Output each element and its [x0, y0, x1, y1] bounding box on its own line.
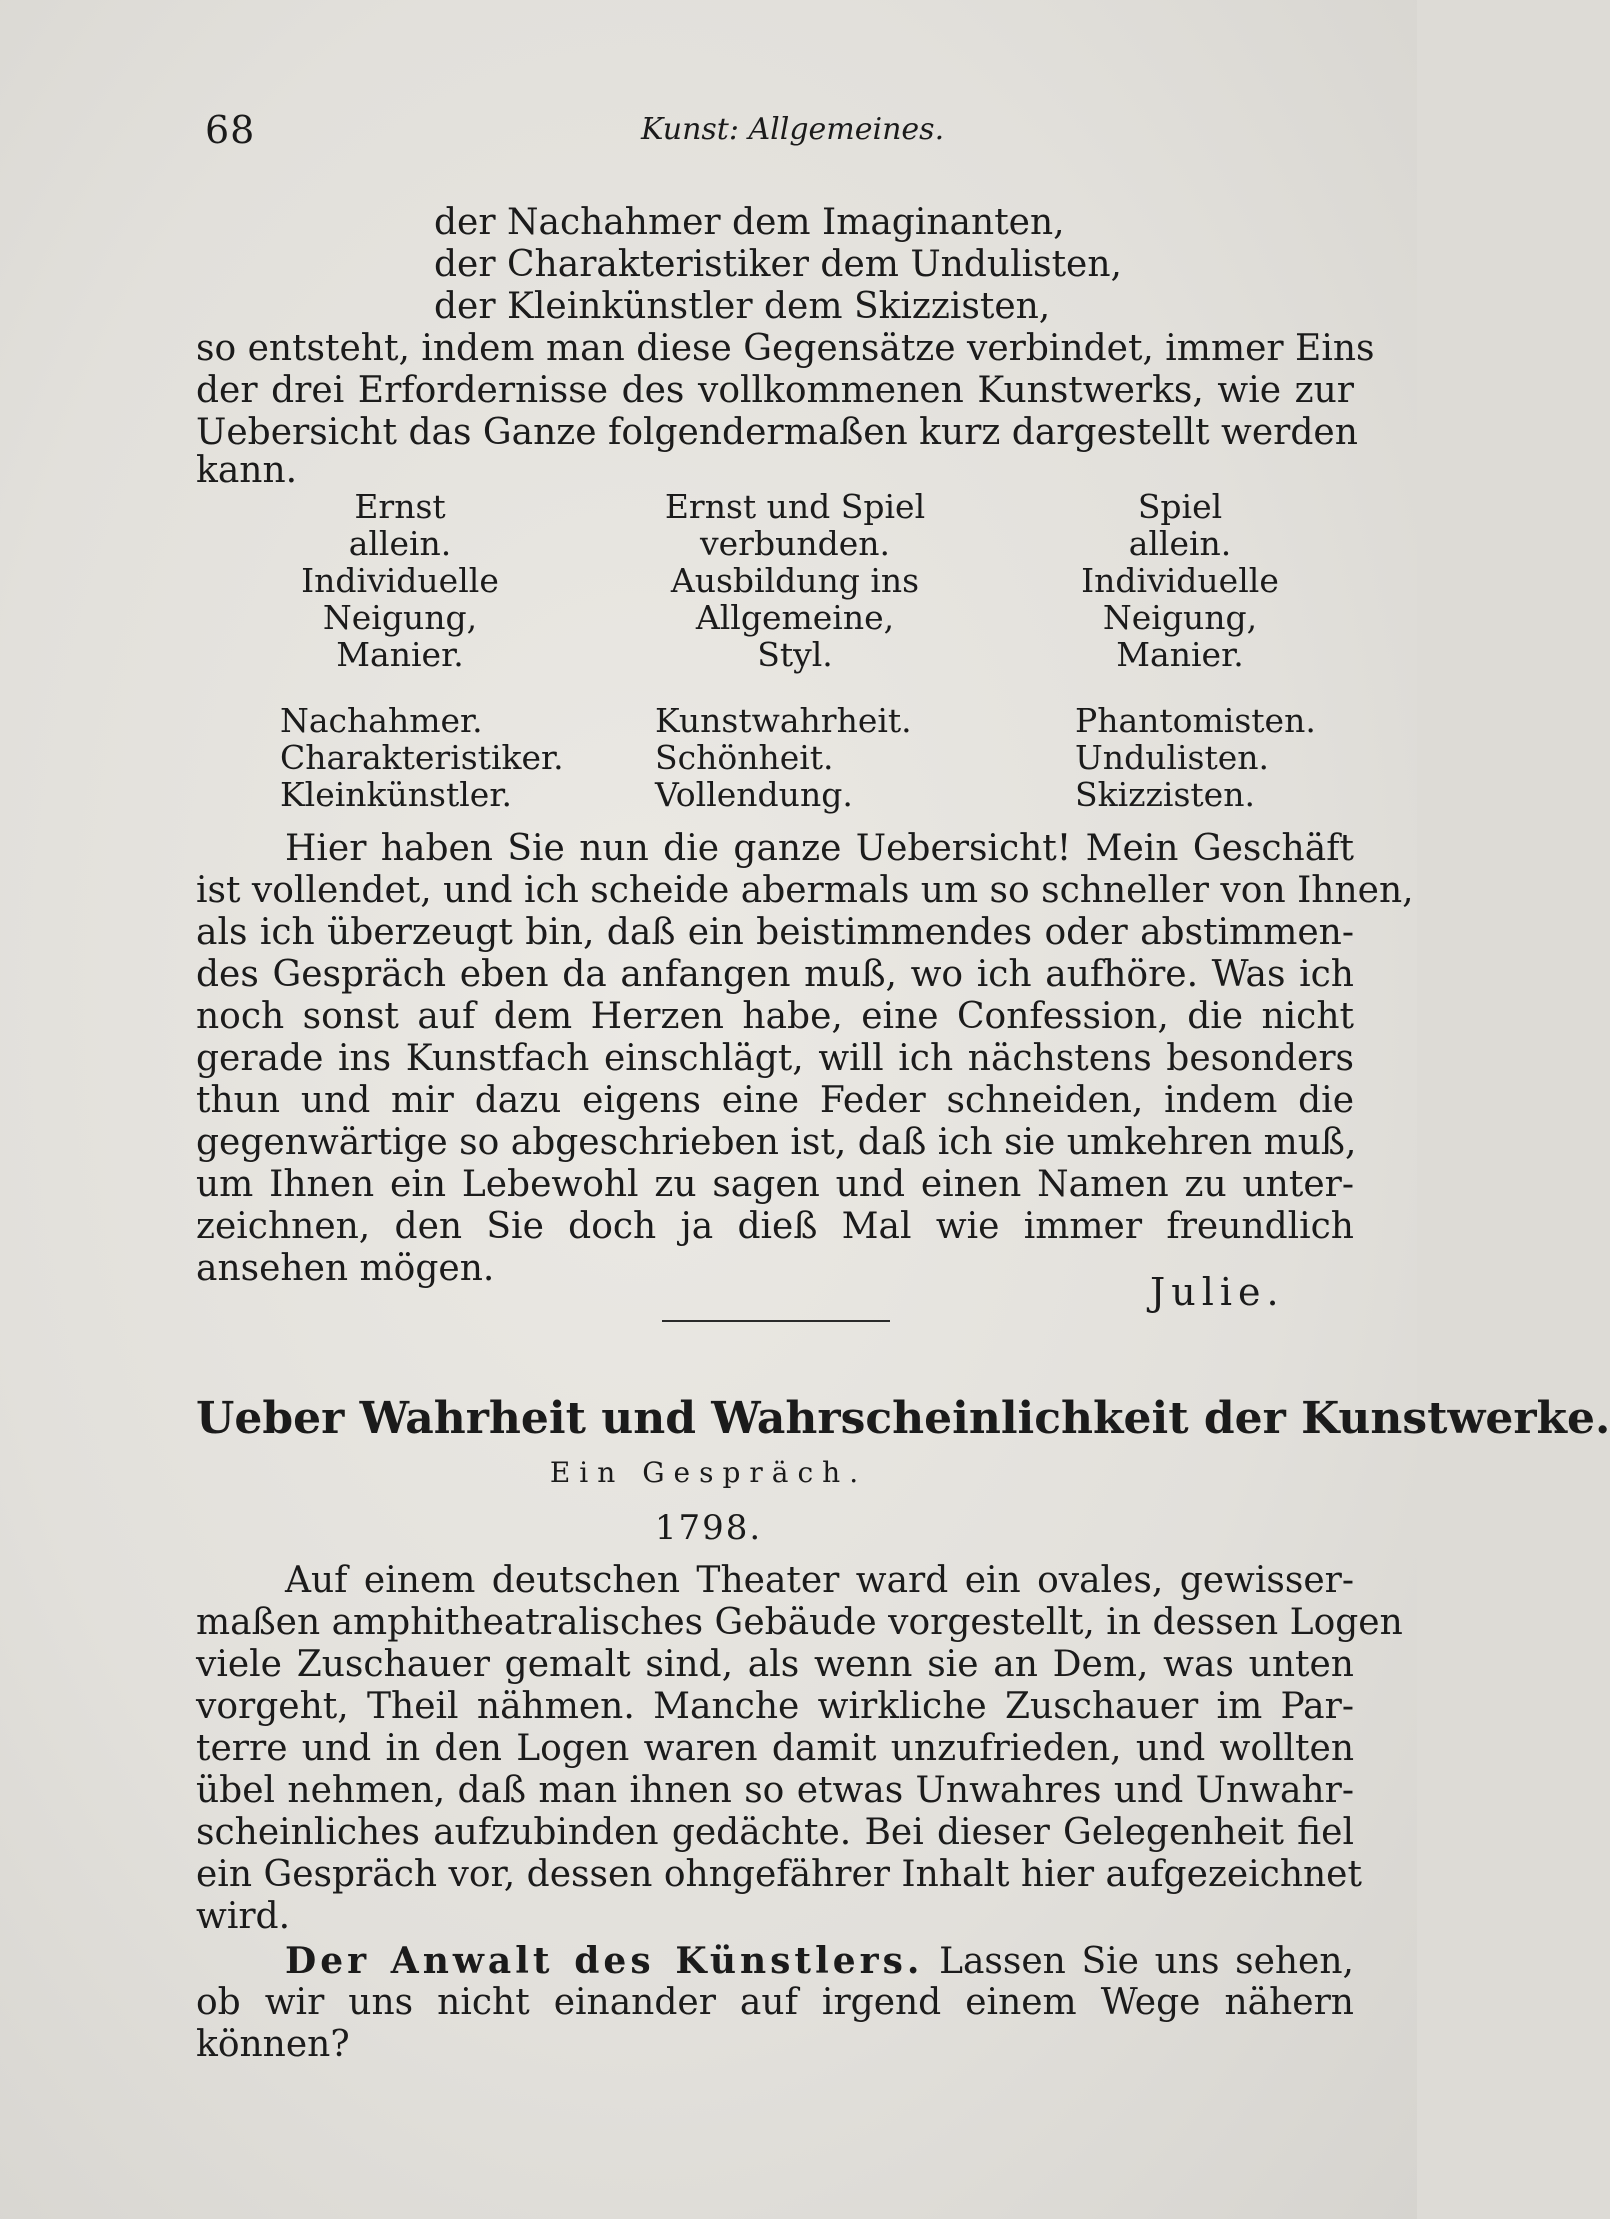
- table-cell: Styl.: [757, 635, 833, 674]
- section-divider: [662, 1320, 890, 1322]
- table-cell: Spiel: [1137, 487, 1223, 526]
- table-cell: allein.: [348, 524, 452, 563]
- table-cell: Ernst: [354, 487, 446, 526]
- text-line: maßen amphitheatralisches Gebäude vorgestellt, in dessen Logen: [196, 1602, 1403, 1643]
- text-line: zeichnen, den Sie doch ja dieß Mal wie immer freundlich: [196, 1206, 1354, 1247]
- table-cell: Charakteristiker.: [280, 738, 564, 777]
- text-line: viele Zuschauer gemalt sind, als wenn sie an Dem, was unten: [196, 1644, 1354, 1685]
- table-cell: Manier.: [1116, 635, 1244, 674]
- table-cell: Neigung,: [1102, 598, 1258, 637]
- table-cell: verbunden.: [700, 524, 890, 563]
- text-line: gegenwärtige so abgeschrieben ist, daß ich sie umkehren muß,: [196, 1122, 1357, 1163]
- section-title: Ueber Wahrheit und Wahrscheinlichkeit der Kunstwerke.: [196, 1393, 1610, 1444]
- table-cell: Neigung,: [322, 598, 478, 637]
- table-cell: Allgemeine,: [695, 598, 895, 637]
- section-subtitle: Ein Gespräch.: [549, 1456, 868, 1489]
- table-cell: Manier.: [336, 635, 464, 674]
- text-line: um Ihnen ein Lebewohl zu sagen und einen Namen zu unter-: [196, 1164, 1354, 1205]
- verse-line: der Kleinkünstler dem Skizzisten,: [434, 286, 1051, 327]
- dialogue-text: Lassen Sie uns sehen,: [939, 1941, 1354, 1982]
- text-line: des Gespräch eben da anfangen muß, wo ich aufhöre. Was ich: [196, 954, 1354, 995]
- verse-line: der Nachahmer dem Imaginanten,: [434, 202, 1065, 243]
- table-cell: Ernst und Spiel: [664, 487, 926, 526]
- verse-line: der Charakteristiker dem Undulisten,: [434, 244, 1122, 285]
- text-line: ein Gespräch vor, dessen ohngefährer Inhalt hier aufgezeichnet: [196, 1854, 1362, 1895]
- text-line: ansehen mögen.: [196, 1248, 495, 1289]
- table-cell: Ausbildung ins: [670, 561, 920, 600]
- table-cell: Kleinkünstler.: [280, 775, 512, 814]
- text-line: noch sonst auf dem Herzen habe, eine Confession, die nicht: [196, 996, 1354, 1037]
- text-line: Auf einem deutschen Theater ward ein ovales, gewisser-: [285, 1560, 1354, 1601]
- text-line: gerade ins Kunstfach einschlägt, will ich nächstens besonders: [196, 1038, 1354, 1079]
- section-year: 1798.: [654, 1508, 763, 1548]
- dialogue-line: [285, 1940, 1354, 1983]
- dialogue-line: können?: [196, 2024, 350, 2065]
- table-cell: allein.: [1128, 524, 1232, 563]
- text-line: wird.: [196, 1896, 291, 1937]
- text-line: vorgeht, Theil nähmen. Manche wirkliche Zuschauer im Par-: [196, 1686, 1354, 1727]
- speaker-name: Der Anwalt des Künstlers.: [285, 1940, 924, 1982]
- text-line: Uebersicht das Ganze folgendermaßen kurz dargestellt werden: [196, 412, 1358, 453]
- text-line: scheinliches aufzubinden gedächte. Bei dieser Gelegenheit fiel: [196, 1812, 1354, 1853]
- table-cell: Kunstwahrheit.: [655, 701, 912, 740]
- text-line: als ich überzeugt bin, daß ein beistimmendes oder abstimmen-: [196, 912, 1354, 953]
- table-cell: Skizzisten.: [1075, 775, 1255, 814]
- table-cell: Individuelle: [301, 561, 499, 600]
- text-line: übel nehmen, daß man ihnen so etwas Unwahres und Unwahr-: [196, 1770, 1354, 1811]
- signature: Julie.: [1150, 1270, 1285, 1314]
- text-line: so entsteht, indem man diese Gegensätze verbindet, immer Eins: [196, 328, 1375, 369]
- table-cell: Vollendung.: [655, 775, 853, 814]
- table-cell: Undulisten.: [1075, 738, 1270, 777]
- text-line: terre und in den Logen waren damit unzufrieden, und wollten: [196, 1728, 1354, 1769]
- text-line: thun und mir dazu eigens eine Feder schneiden, indem die: [196, 1080, 1354, 1121]
- running-head: Kunst: Allgemeines.: [641, 112, 945, 147]
- dialogue-line: ob wir uns nicht einander auf irgend einem Wege nähern: [196, 1982, 1354, 2023]
- text-line: ist vollendet, und ich scheide abermals um so schneller von Ihnen,: [196, 870, 1414, 911]
- table-cell: Schönheit.: [655, 738, 834, 777]
- text-line: kann.: [196, 450, 298, 491]
- text-line: der drei Erfordernisse des vollkommenen Kunstwerks, wie zur: [196, 370, 1354, 411]
- page-number: 68: [205, 108, 256, 152]
- text-line: Hier haben Sie nun die ganze Uebersicht! Mein Geschäft: [285, 828, 1354, 869]
- table-cell: Nachahmer.: [280, 701, 483, 740]
- table-cell: Phantomisten.: [1075, 701, 1316, 740]
- table-cell: Individuelle: [1081, 561, 1279, 600]
- page-header: [205, 108, 1355, 158]
